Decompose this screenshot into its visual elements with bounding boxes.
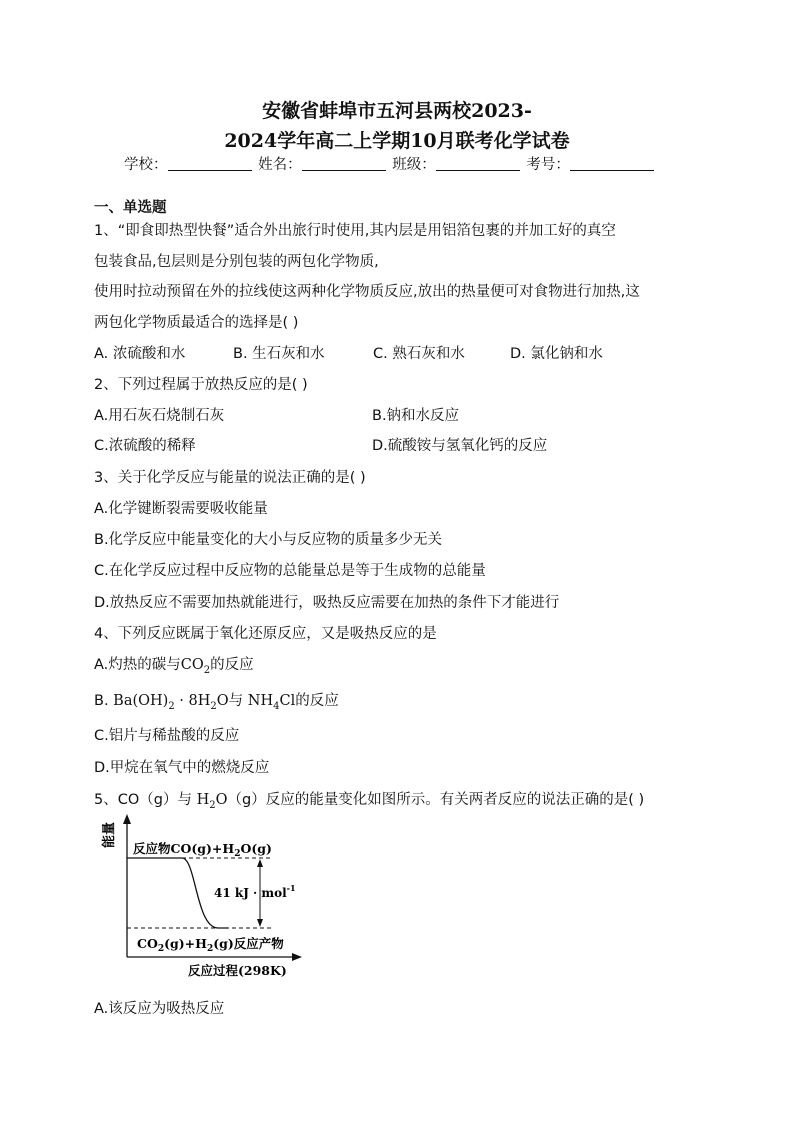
school-blank[interactable]	[168, 156, 252, 171]
q4-option-b[interactable]	[94, 689, 339, 712]
q2-option-b[interactable]: B.钠和水反应	[372, 408, 460, 424]
q5-formula-o: O	[215, 792, 228, 808]
name-blank[interactable]	[302, 156, 386, 171]
q3-option-b[interactable]: B.化学反应中能量变化的大小与反应物的质量多少无关	[94, 532, 443, 548]
diagram-xlabel: 反应过程(298K)	[188, 963, 287, 978]
class-blank[interactable]	[436, 156, 520, 171]
number-blank[interactable]	[570, 156, 654, 171]
q3-stem: 3、关于化学反应与能量的说法正确的是( )	[94, 470, 366, 486]
name-label: 姓名：	[258, 157, 302, 173]
q1-option-b[interactable]: B. 生石灰和水	[233, 346, 325, 362]
reactant-label: 反应物$CO(g)+H_2O(g)$	[133, 841, 272, 859]
class-label: 班级：	[392, 157, 436, 173]
q1-options	[94, 342, 603, 363]
q5-stem-post: （g）反应的能量变化如图所示。有关两者反应的说法正确的是( )	[227, 792, 645, 808]
q4-b-formula1: Ba(OH)	[113, 693, 169, 709]
q5-formula-h: H	[196, 792, 210, 808]
student-info-row	[124, 153, 656, 174]
delta-arrow-bottom-icon	[257, 919, 263, 927]
x-axis-arrow-icon	[292, 953, 302, 961]
q5-stem-pre: 5、CO（g）与	[94, 792, 197, 808]
q1-line1: 1、“即食即热型快餐”适合外出旅行时使用,其内层是用铝箔包裹的并加工好的真空	[94, 223, 616, 239]
q1-option-c[interactable]: C. 熟石灰和水	[373, 346, 465, 362]
q3-option-d[interactable]: D.放热反应不需要加热就能进行，吸热反应需要在加热的条件下才能进行	[94, 595, 560, 611]
q4-b-prefix: B.	[94, 693, 114, 709]
q4-b-sub1: 2	[168, 700, 175, 712]
energy-curve	[127, 858, 228, 928]
q4-option-c[interactable]: C.铝片与稀盐酸的反应	[94, 728, 240, 744]
q4-b-formula4: NH	[247, 693, 274, 709]
q4-b-formula2: · 8H	[174, 693, 211, 709]
q4-a-text-end: 的反应	[210, 657, 254, 673]
q2-option-d[interactable]: D.硫酸铵与氢氧化钙的反应	[372, 438, 548, 454]
q4-b-sub4: 4	[273, 700, 280, 712]
q4-option-d[interactable]: D.甲烷在氧气中的燃烧反应	[94, 760, 270, 776]
q4-a-formula: CO	[180, 657, 204, 673]
delta-arrow-top-icon	[257, 859, 263, 867]
q3-option-a[interactable]: A.化学键断裂需要吸收能量	[94, 501, 268, 517]
q2-row1	[94, 404, 694, 425]
q4-b-sub2: 2	[210, 700, 217, 712]
q4-a-text: A.灼热的碳与	[94, 657, 181, 673]
section-heading: 一、单选题	[94, 200, 167, 216]
y-axis-arrow-icon	[123, 814, 131, 824]
q4-b-mid: 与	[228, 693, 248, 709]
page-title-line1: 安徽省蚌埠市五河县两校2023-	[262, 100, 532, 122]
q4-stem: 4、下列反应既属于氧化还原反应，又是吸热反应的是	[94, 626, 437, 642]
q1-line4: 两包化学物质最适合的选择是( )	[94, 315, 299, 331]
q4-b-formula5: Cl	[279, 693, 296, 709]
q4-option-a[interactable]	[94, 653, 254, 676]
diagram-ylabel: 能量	[102, 821, 117, 848]
delta-label: 41 kJ · mol$^{-1}$	[214, 883, 296, 900]
q3-option-c[interactable]: C.在化学反应过程中反应物的总能量总是等于生成物的总能量	[94, 563, 486, 579]
q4-a-subscript: 2	[203, 664, 211, 676]
q5-stem	[94, 788, 644, 811]
q1-option-d[interactable]: D. 氯化钠和水	[510, 346, 603, 362]
q4-b-formula3: O	[216, 693, 229, 709]
q5-option-a[interactable]: A.该反应为吸热反应	[94, 1001, 225, 1017]
q4-b-text-end: 的反应	[295, 693, 339, 709]
q2-row2	[94, 434, 694, 455]
page-title-line2: 2024学年高二上学期10月联考化学试卷	[224, 130, 570, 152]
q1-line2: 包装食品,包层则是分别包装的两包化学物质,	[94, 254, 379, 270]
q5-formula-sub: 2	[209, 799, 216, 811]
q2-stem: 2、下列过程属于放热反应的是( )	[94, 377, 308, 393]
q2-option-c[interactable]: C.浓硫酸的稀释	[94, 438, 196, 454]
q1-option-a[interactable]: A. 浓硫酸和水	[94, 346, 186, 362]
q1-line3: 使用时拉动预留在外的拉线使这两种化学物质反应,放出的热量便可对食物进行加热,这	[94, 284, 640, 300]
school-label: 学校：	[124, 157, 168, 173]
product-label: $CO_2(g)+H_2(g)$反应产物	[137, 936, 284, 954]
q2-option-a[interactable]: A.用石灰石烧制石灰	[94, 408, 225, 424]
energy-diagram	[100, 812, 310, 984]
number-label: 考号：	[526, 157, 570, 173]
